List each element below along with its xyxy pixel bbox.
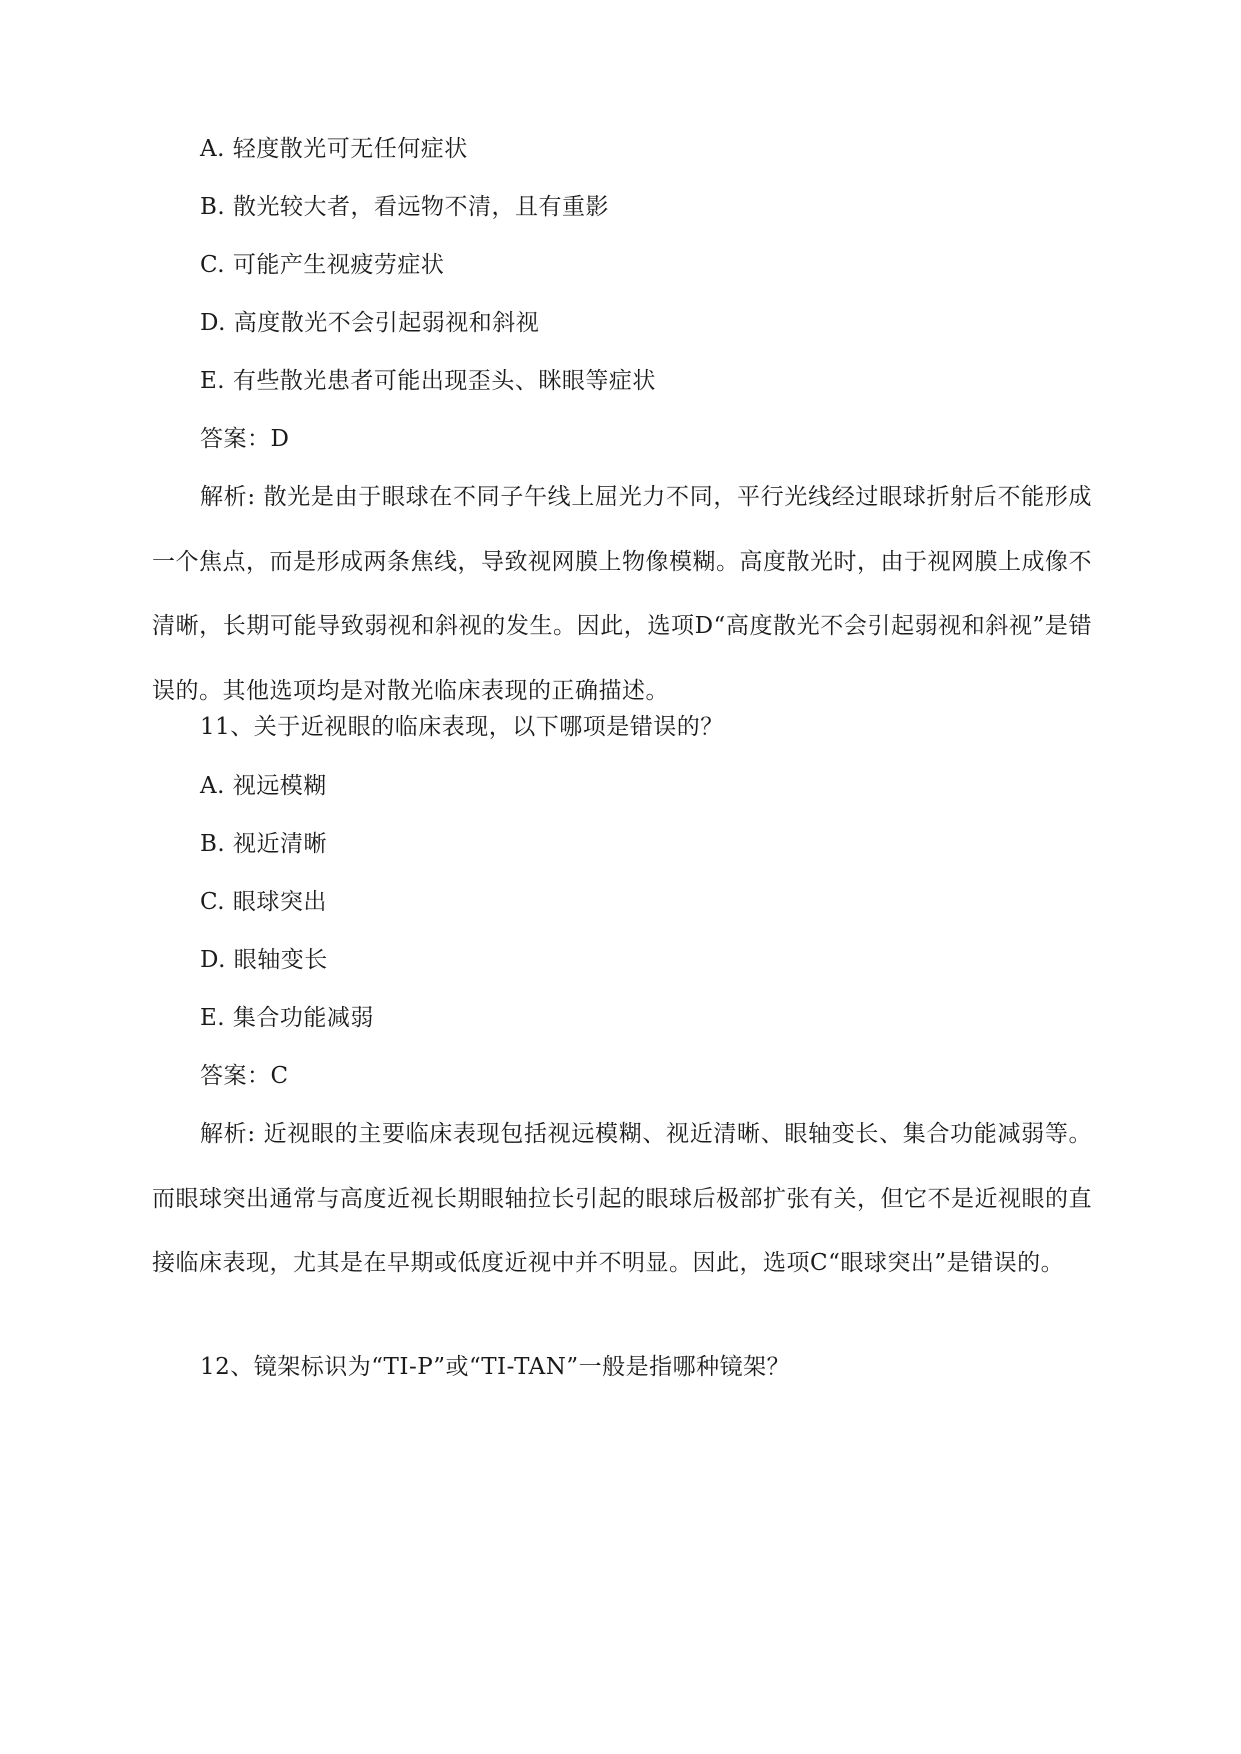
q10-answer: 答案：D bbox=[200, 426, 290, 452]
q11-option-e: E. 集合功能减弱 bbox=[200, 1005, 374, 1031]
q11-question: 11、关于近视眼的临床表现，以下哪项是错误的？ bbox=[200, 714, 724, 740]
q10-option-e: E. 有些散光患者可能出现歪头、眯眼等症状 bbox=[200, 368, 656, 394]
q11-analysis: 解析: 近视眼的主要临床表现包括视远模糊、视近清晰、眼轴变长、集合功能减弱等。而眼球突出通常与高度近视长期眼轴拉长引起的眼球后极部扩张有关，但它不是近视眼的直接临床表现，尤其是在早期或低度近视中并不明显。因此，选项C“眼球突出”是错误的。 bbox=[152, 1121, 1092, 1276]
q10-analysis: 解析: 散光是由于眼球在不同子午线上屈光力不同，平行光线经过眼球折射后不能形成一个焦点，而是形成两条焦线，导致视网膜上物像模糊。高度散光时，由于视网膜上成像不清晰，长期可能导致弱视和斜视的发生。因此，选项D“高度散光不会引起弱视和斜视”是错误的。其他选项均是对散光临床表现的正确描述。 bbox=[152, 484, 1092, 704]
q10-option-a: A. 轻度散光可无任何症状 bbox=[200, 136, 468, 162]
q11-option-d: D. 眼轴变长 bbox=[200, 947, 328, 973]
q10-option-b: B. 散光较大者，看远物不清，且有重影 bbox=[200, 194, 610, 220]
q11-option-c: C. 眼球突出 bbox=[200, 889, 327, 915]
q11-option-a: A. 视远模糊 bbox=[200, 773, 327, 799]
q12-question: 12、镜架标识为“TI-P”或“TI-TAN”一般是指哪种镜架？ bbox=[200, 1354, 791, 1380]
q11-answer: 答案：C bbox=[200, 1063, 289, 1089]
q10-option-c: C. 可能产生视疲劳症状 bbox=[200, 252, 445, 278]
q10-option-d: D. 高度散光不会引起弱视和斜视 bbox=[200, 310, 540, 336]
q11-option-b: B. 视近清晰 bbox=[200, 831, 328, 857]
